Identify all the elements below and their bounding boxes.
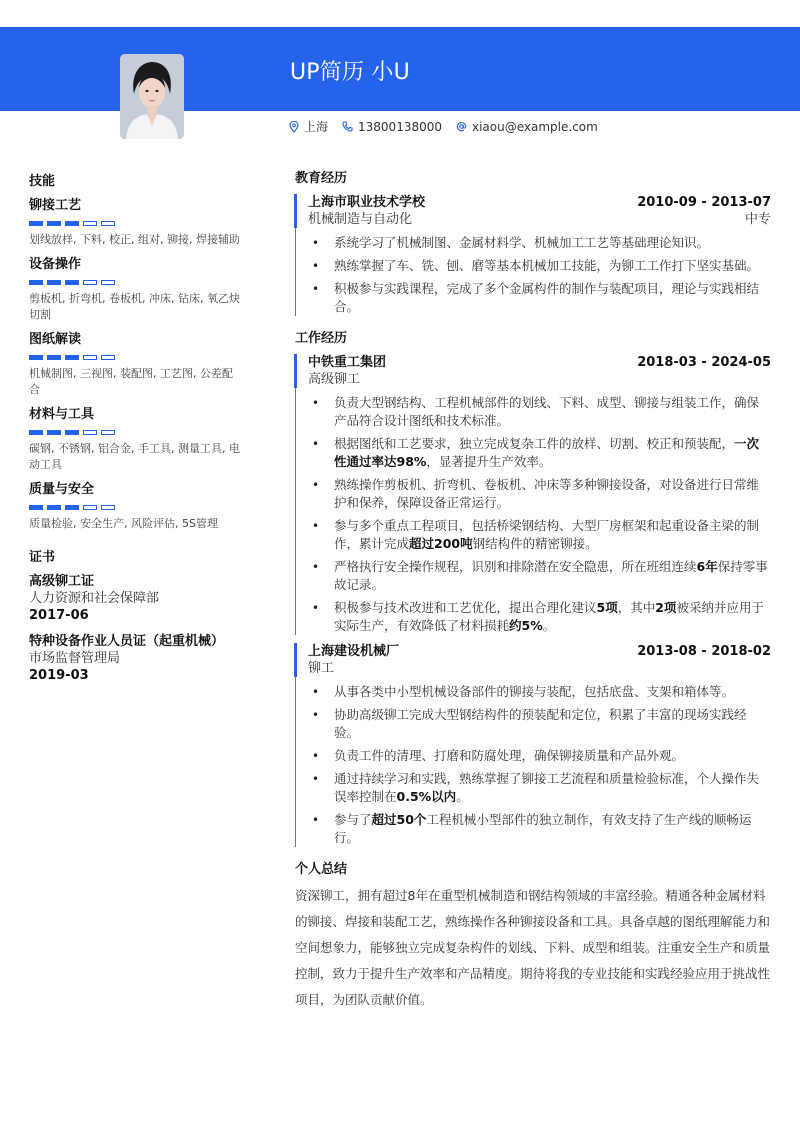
- skill-level-bars: [29, 355, 241, 360]
- certificate-date: 2019-03: [29, 668, 89, 683]
- location-text: 上海: [304, 120, 329, 134]
- bullet-text: 被采纳并应用于实际生产，有效降低了材料损耗: [334, 600, 764, 633]
- summary-text: 资深铆工，拥有超过8年在重型机械制造和钢结构领域的丰富经验。精通各种金属材料的铆接、焊接和装配工艺，熟练操作各种铆接设备和工具。具备卓越的图纸理解能力和空间想象力，能够独立完成复杂构件的划线、下料、成型和组装。注重安全生产和质量控制，致力于提升生产效率和产品精度。期待将我的专业技能和实践经验应用于挑战性项目，为团队贡献价值。: [295, 888, 771, 1007]
- bullet-text: 协助高级铆工完成大型钢结构件的预装配和定位，积累了丰富的现场实践经验。: [334, 707, 747, 740]
- skill-item: [29, 197, 241, 248]
- bullet-text: 积极参与实践课程，完成了多个金属构件的制作与装配项目，理论与实践相结合。: [334, 281, 760, 314]
- bullet-item: [308, 435, 771, 471]
- highlight-text: 超过50个: [371, 812, 427, 827]
- level-bar-empty: [101, 221, 115, 226]
- at-sign-icon: [456, 121, 467, 132]
- level-bar-filled: [65, 430, 79, 435]
- contact-phone[interactable]: [342, 120, 442, 134]
- level-bar-filled: [65, 505, 79, 510]
- skill-level-bars: [29, 221, 241, 226]
- level-bar-filled: [47, 355, 61, 360]
- entry-accent-bar: [294, 643, 297, 677]
- contact-row: [289, 118, 598, 135]
- bullet-text: 根据图纸和工艺要求，独立完成复杂工件的放样、切割、校正和预装配，: [334, 436, 735, 451]
- skill-name: 材料与工具: [29, 407, 95, 422]
- certificate-issuer: 市场监督管理局: [29, 651, 121, 666]
- bullet-text: 保持零事故记录。: [334, 559, 768, 592]
- skill-level-bars: [29, 430, 241, 435]
- skills-title: 技能: [29, 174, 56, 189]
- work-bullets: [308, 394, 771, 635]
- highlight-text: 约5%: [509, 618, 543, 633]
- skill-description: 质量检验, 安全生产, 风险评估, 5S管理: [29, 517, 218, 530]
- certificate-item: [29, 573, 241, 625]
- level-bar-empty: [83, 280, 97, 285]
- right-column: [295, 170, 771, 1027]
- profile-photo: [120, 54, 184, 139]
- education-title: 教育经历: [295, 171, 348, 186]
- bullet-text: 。: [542, 618, 556, 633]
- skill-description: 剪板机, 折弯机, 卷板机, 冲床, 钻床, 氧乙炔切割: [29, 292, 240, 321]
- bullet-text: ，其中: [617, 600, 656, 615]
- bullet-text: 负责大型钢结构、工程机械部件的划线、下料、成型、铆接与组装工作，确保产品符合设计图纸和技术标准。: [334, 395, 760, 428]
- level-bar-filled: [47, 221, 61, 226]
- skill-level-bars: [29, 505, 241, 510]
- bullet-item: [308, 234, 771, 252]
- level-bar-empty: [83, 505, 97, 510]
- highlight-text: 2项: [655, 600, 677, 615]
- job-title: 铆工: [308, 661, 335, 676]
- education-section: [295, 170, 771, 316]
- level-bar-filled: [29, 430, 43, 435]
- bullet-item: [308, 558, 771, 594]
- level-bar-empty: [101, 355, 115, 360]
- portrait-image: [120, 54, 184, 139]
- level-bar-filled: [65, 280, 79, 285]
- school-name: 上海市职业技术学校: [308, 195, 426, 210]
- skill-item: [29, 406, 241, 473]
- bullet-text: 参与多个重点工程项目，包括桥梁钢结构、大型厂房框架和起重设备主梁的制作，累计完成: [334, 518, 760, 551]
- work-bullets: [308, 683, 771, 847]
- work-dates: 2018-03 - 2024-05: [637, 355, 771, 370]
- certificates-title: 证书: [29, 550, 56, 565]
- bullet-text: 通过持续学习和实践，熟练掌握了铆接工艺流程和质量检验标准，个人操作失误率控制在: [334, 771, 760, 804]
- level-bar-filled: [29, 221, 43, 226]
- entry-accent-bar: [294, 194, 297, 228]
- skill-name: 设备操作: [29, 257, 82, 272]
- bullet-text: 。: [456, 789, 469, 804]
- education-bullets: [308, 234, 771, 316]
- bullet-text: 严格执行安全操作规程，识别和排除潜在安全隐患，所在班组连续: [334, 559, 697, 574]
- bullet-text: 系统学习了机械制图、金属材料学、机械加工工艺等基础理论知识。: [334, 235, 710, 250]
- level-bar-empty: [83, 355, 97, 360]
- highlight-text: 0.5%以内: [396, 789, 457, 804]
- summary-section: [295, 861, 771, 1013]
- bullet-item: [308, 257, 771, 275]
- level-bar-filled: [65, 221, 79, 226]
- certificate-item: [29, 633, 241, 685]
- bullet-item: [308, 599, 771, 635]
- phone-icon: [342, 121, 353, 132]
- bullet-text: 负责工件的清理、打磨和防腐处理，确保铆接质量和产品外观。: [334, 748, 685, 763]
- contact-email[interactable]: [456, 120, 598, 134]
- bullet-item: [308, 476, 771, 512]
- level-bar-filled: [29, 505, 43, 510]
- company-name: 中铁重工集团: [308, 355, 387, 370]
- work-section: [295, 330, 771, 847]
- level-bar-empty: [101, 430, 115, 435]
- bullet-text: 熟练操作剪板机、折弯机、卷板机、冲床等多种铆接设备，对设备进行日常维护和保养，保障设备正常运行。: [334, 477, 760, 510]
- major: 机械制造与自动化: [308, 212, 413, 227]
- skill-item: [29, 331, 241, 398]
- bullet-item: [308, 706, 771, 742]
- bullet-item: [308, 517, 771, 553]
- company-name: 上海建设机械厂: [308, 644, 400, 659]
- level-bar-filled: [29, 355, 43, 360]
- level-bar-empty: [83, 221, 97, 226]
- highlight-text: 一次性通过率达98%: [334, 436, 760, 469]
- skill-item: [29, 256, 241, 323]
- work-entry: [295, 354, 771, 635]
- level-bar-filled: [47, 280, 61, 285]
- level-bar-empty: [83, 430, 97, 435]
- left-column: [29, 170, 241, 685]
- level-bar-empty: [101, 280, 115, 285]
- skill-description: 机械制图, 三视图, 装配图, 工艺图, 公差配合: [29, 367, 233, 396]
- bullet-text: 钢结构件的精密铆接。: [472, 536, 598, 551]
- certificate-date: 2017-06: [29, 608, 89, 623]
- skill-name: 图纸解读: [29, 332, 82, 347]
- email-text: xiaou@example.com: [472, 119, 598, 134]
- location-pin-icon: [289, 121, 299, 133]
- contact-location: [289, 118, 328, 135]
- bullet-text: 积极参与技术改进和工艺优化，提出合理化建议: [334, 600, 597, 615]
- bullet-item: [308, 280, 771, 316]
- certificate-name: 高级铆工证: [29, 574, 95, 589]
- bullet-text: 从事各类中小型机械设备部件的铆接与装配，包括底盘、支架和箱体等。: [334, 684, 735, 699]
- highlight-text: 超过200吨: [409, 536, 473, 551]
- level-bar-filled: [47, 430, 61, 435]
- bullet-item: [308, 770, 771, 806]
- level-bar-empty: [101, 505, 115, 510]
- skill-level-bars: [29, 280, 241, 285]
- candidate-name: UP简历 小U: [290, 60, 410, 85]
- education-entry: [295, 194, 771, 316]
- skill-description: 碳钢, 不锈钢, 铝合金, 手工具, 测量工具, 电动工具: [29, 442, 240, 471]
- bullet-item: [308, 683, 771, 701]
- skill-item: [29, 481, 241, 532]
- phone-text: 13800138000: [358, 119, 442, 134]
- skill-name: 铆接工艺: [29, 198, 82, 213]
- certificate-issuer: 人力资源和社会保障部: [29, 591, 160, 606]
- summary-title: 个人总结: [295, 862, 348, 877]
- bullet-text: 参与了: [334, 812, 372, 827]
- bullet-item: [308, 811, 771, 847]
- entry-accent-bar: [294, 354, 297, 388]
- certificate-name: 特种设备作业人员证（起重机械）: [29, 634, 225, 649]
- work-entry: [295, 643, 771, 847]
- skill-description: 划线放样, 下料, 校正, 组对, 铆接, 焊接辅助: [29, 233, 240, 246]
- bullet-item: [308, 747, 771, 765]
- work-dates: 2013-08 - 2018-02: [637, 644, 771, 659]
- degree: 中专: [744, 212, 771, 227]
- highlight-text: 6年: [696, 559, 718, 574]
- bullet-item: [308, 394, 771, 430]
- level-bar-filled: [65, 355, 79, 360]
- bullet-text: 熟练掌握了车、铣、刨、磨等基本机械加工技能，为铆工工作打下坚实基础。: [334, 258, 760, 273]
- job-title: 高级铆工: [308, 372, 361, 387]
- skill-name: 质量与安全: [29, 482, 95, 497]
- bullet-text: 工程机械小型部件的独立制作，有效支持了生产线的顺畅运行。: [334, 812, 752, 845]
- education-dates: 2010-09 - 2013-07: [637, 195, 771, 210]
- work-title: 工作经历: [295, 331, 348, 346]
- bullet-text: ，显著提升生产效率。: [426, 454, 552, 469]
- level-bar-filled: [47, 505, 61, 510]
- highlight-text: 5项: [596, 600, 618, 615]
- level-bar-filled: [29, 280, 43, 285]
